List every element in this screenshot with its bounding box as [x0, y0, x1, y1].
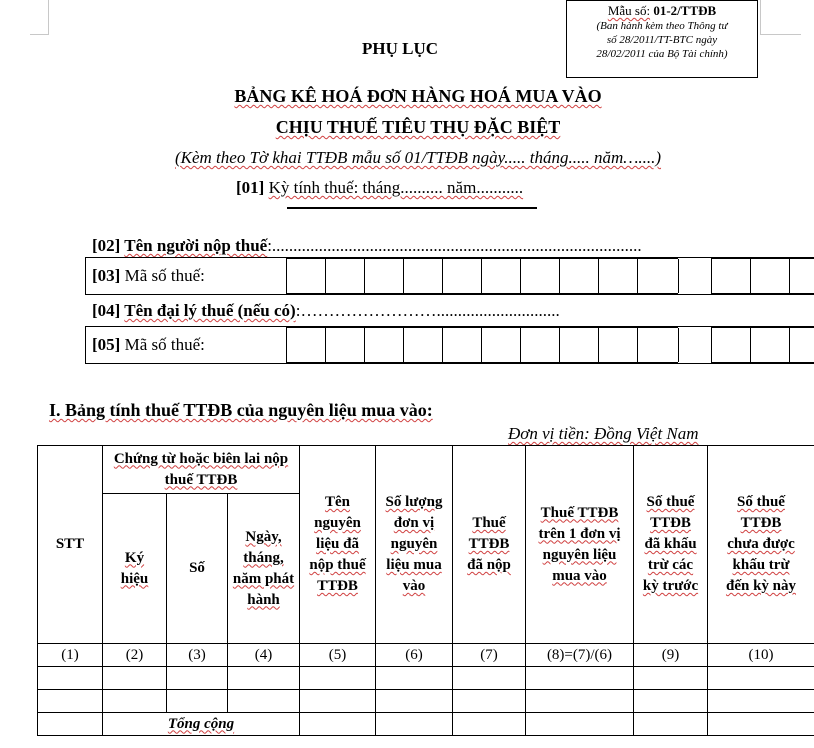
title-separator: [287, 207, 537, 209]
header-symbol: Ký hiệu: [120, 549, 149, 587]
taxpayer-code: [02]: [92, 236, 121, 255]
header-tax-not-deducted: Số thuế TTĐB chưa được khấu trừ đến kỳ này: [725, 494, 797, 594]
header-stt: STT: [38, 446, 103, 644]
tax-table: [37, 445, 814, 736]
agent-tax-code-branch-boxes[interactable]: [711, 327, 814, 363]
agent-dots[interactable]: :…………………….............................: [295, 301, 560, 320]
total-row: [38, 713, 814, 736]
tax-code-line: [92, 266, 205, 286]
main-title-line1: BẢNG KÊ HOÁ ĐƠN HÀNG HOÁ MUA VÀO: [234, 86, 602, 106]
crop-mark-top-right: [760, 0, 801, 35]
currency-unit: Đơn vị tiền: Đồng Việt Nam: [508, 424, 699, 443]
header-material-name: Tên nguyên liệu đã nộp thuế TTĐB: [309, 494, 366, 594]
form-note-line2: số 28/2011/TT-BTC ngày: [606, 34, 718, 46]
col-num-5: (5): [300, 644, 376, 667]
agent-name-line: [92, 301, 560, 321]
form-code-value: 01-2/TTĐB: [653, 3, 717, 18]
appendix-title: PHỤ LỤC: [361, 39, 439, 58]
table-row[interactable]: [38, 667, 814, 690]
tax-code-boxes[interactable]: [286, 258, 678, 294]
col-num-9: (9): [634, 644, 708, 667]
col-num-1: (1): [38, 644, 103, 667]
col-num-2: (2): [103, 644, 167, 667]
header-number: Số: [167, 494, 228, 644]
crop-mark-top-left: [30, 0, 49, 35]
agent-tax-code-boxes[interactable]: [286, 327, 678, 363]
form-note-line3: 28/02/2011 của Bộ Tài chính): [596, 48, 728, 60]
taxcode-code: [03]: [92, 266, 121, 285]
agent-taxcode-label: Mã số thuế:: [124, 335, 205, 354]
agent-code: [04]: [92, 301, 121, 320]
subtitle: (Kèm theo Tờ khai TTĐB mẫu số 01/TTĐB ngày..... tháng..... năm…....): [174, 148, 662, 167]
table-row[interactable]: [38, 690, 814, 713]
agent-tax-code-line: [92, 335, 205, 355]
taxpayer-label: Tên người nộp thuế: [124, 236, 268, 255]
header-tax-per-unit: Thuế TTĐB trên 1 đơn vị nguyên liệu mua vào: [538, 504, 621, 584]
col-num-6: (6): [376, 644, 453, 667]
agent-label: Tên đại lý thuế (nếu có): [124, 301, 296, 320]
header-issue-date: Ngày, tháng, năm phát hành: [232, 528, 295, 608]
taxcode-label: Mã số thuế:: [124, 266, 205, 285]
header-tax-deducted: Số thuế TTĐB đã khấu trừ các kỳ trước: [642, 494, 699, 594]
tax-period-line: [236, 178, 523, 198]
taxpayer-name-line: [92, 236, 642, 256]
total-label: Tổng cộng: [167, 715, 235, 732]
agent-taxcode-code: [05]: [92, 335, 121, 354]
col-num-4: (4): [228, 644, 300, 667]
tax-code-branch-boxes[interactable]: [711, 258, 814, 294]
col-num-10: (10): [708, 644, 814, 667]
form-code-label: Mẫu số:: [607, 3, 651, 18]
col-num-3: (3): [167, 644, 228, 667]
header-quantity: Số lượng đơn vị nguyên liệu mua vào: [385, 494, 443, 594]
taxpayer-dots[interactable]: :.......................................................................................: [267, 236, 642, 255]
form-code: [567, 3, 757, 19]
header-tax-paid: Thuế TTĐB đã nộp: [467, 515, 511, 573]
form-number-box: [566, 0, 758, 78]
col-num-8: (8)=(7)/(6): [526, 644, 634, 667]
period-code: [01]: [236, 178, 265, 197]
period-text: Kỳ tính thuế: tháng.......... năm...........: [268, 178, 524, 197]
section-title: I. Bảng tính thuế TTĐB của nguyên liệu mua vào:: [49, 400, 433, 420]
main-title-line2: CHỊU THUẾ TIÊU THỤ ĐẶC BIỆT: [275, 117, 561, 137]
col-num-7: (7): [453, 644, 526, 667]
header-document-group: Chứng từ hoặc biên lai nộp thuế TTĐB: [113, 450, 289, 488]
form-note-line1: (Ban hành kèm theo Thông tư: [596, 20, 728, 32]
